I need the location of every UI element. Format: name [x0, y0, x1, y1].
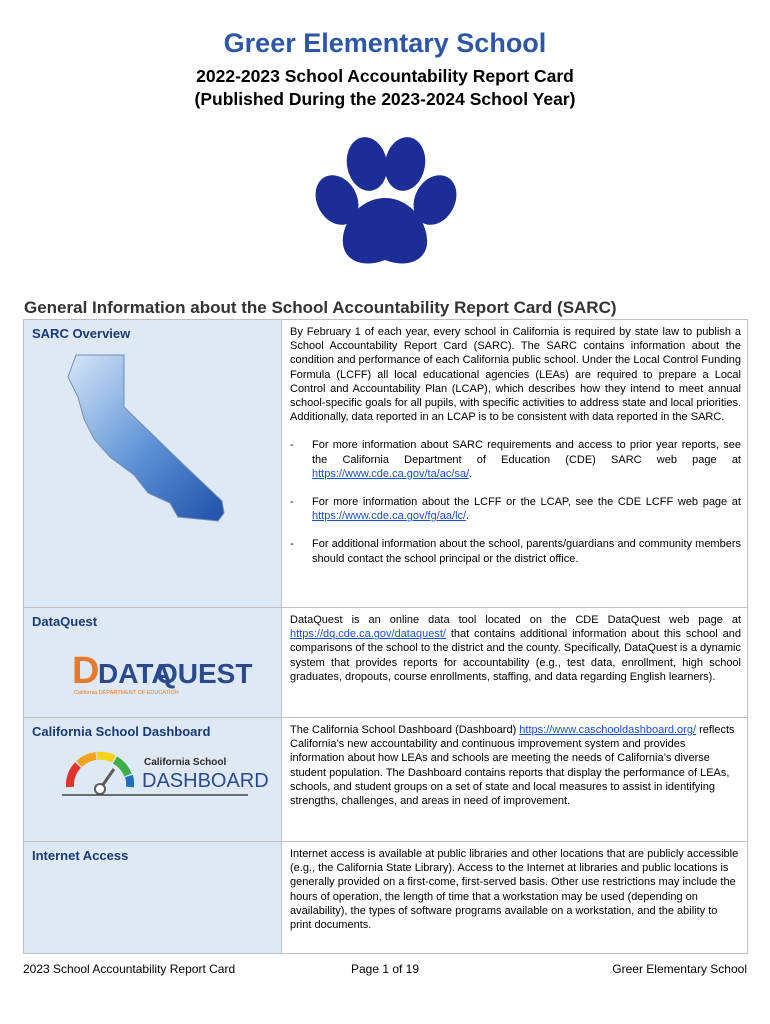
- table-row-dashboard: [24, 718, 748, 842]
- logo-caption: California DEPARTMENT OF EDUCATION: [74, 690, 179, 696]
- published-line: (Published During the 2023-2024 School Year): [194, 89, 576, 109]
- bullet-dash: -: [290, 496, 294, 509]
- table-row-dataquest: [24, 608, 748, 718]
- content-cell: The California School Dashboard (Dashboard) https://www.caschooldashboard.org/ reflects California’s new accountability and continuous improvement system and provides information about how LEAs and schools are meeting the needs of California’s diverse student population. The Dashboard contains reports that display the performance of LEAs, schools, and student groups on a set of state and local measures to assist in identifying strengths, challenges, and areas in need of improvement.: [282, 718, 748, 842]
- footer-left: 2023 School Accountability Report Card: [23, 962, 236, 976]
- page-number: Page 1 of 19: [350, 962, 420, 976]
- lcff-web-link[interactable]: https://www.cde.ca.gov/fg/aa/lc/: [312, 510, 467, 523]
- bullet-text: For more information about SARC requirements and access to prior year reports, see the California Department of Education (CDE) SARC web page at https://www.cde.ca.gov/ta/ac/sa/.: [312, 439, 741, 480]
- content-cell: [282, 842, 748, 954]
- california-map-icon: [46, 353, 234, 523]
- logo-word-quest: QUEST: [156, 658, 253, 689]
- dashboard-logo: [62, 749, 269, 801]
- internet-paragraph: Internet access is available at public libraries and other locations that are publicly accessible (e.g., the California State Library). Access to the Internet at libraries and public locations is generally provided on a first-come, first-served basis. Other use restrictions may include the hours of operation, the length of time that a workstation may be used (depending on availability), the types of software programs available on a workstation, and the ability to print documents.: [290, 848, 739, 932]
- bullet-text: For more information about the LCFF or the LCAP, see the CDE LCFF web page at https://www.cde.ca.gov/fg/aa/lc/.: [312, 496, 741, 523]
- row-label: SARC Overview: [32, 326, 131, 341]
- sarc-paragraph: By February 1 of each year, every school in California is required by state law to publish a School Accountability Report Card (SARC). The SARC contains information about the condition and performance of each California public school. Under the Local Control Funding Formula (LCFF) all local educational agencies (LEAs) are required to prepare a Local Control and Accountability Plan (LCAP), which describes how they intend to meet annual school-specific goals for all pupils, with specific activities to address state and local priorities. Additionally, data reported in an LCAP is to be consistent with data reported in the SARC.: [290, 326, 741, 424]
- sarc-web-link[interactable]: https://www.cde.ca.gov/ta/ac/sa/: [312, 467, 470, 480]
- bullet-dash: -: [290, 439, 294, 452]
- row-label: California School Dashboard: [32, 724, 211, 739]
- bullet-dash: -: [290, 538, 294, 551]
- report-title: 2022-2023 School Accountability Report Card: [196, 66, 574, 86]
- label-cell: [24, 718, 282, 842]
- row-label: Internet Access: [32, 848, 129, 863]
- label-cell: [24, 608, 282, 718]
- logo-letter-d: D: [72, 650, 100, 692]
- content-cell: DataQuest is an online data tool located on the CDE DataQuest web page at https://dq.cde.ca.gov/dataquest/ that contains additional information about this school and comparisons of the school to the district and the county. Specifically, DataQuest is a dynamic system that provides reports for accountability (e.g., test data, enrollment, high school graduates, dropouts, course enrollments, staffing, and data regarding English learners).: [282, 608, 748, 718]
- content-cell: [282, 320, 748, 608]
- table-row-sarc-overview: [24, 320, 748, 608]
- school-title: Greer Elementary School: [223, 28, 547, 58]
- dashboard-link[interactable]: https://www.caschooldashboard.org/: [519, 724, 697, 736]
- dataquest-link[interactable]: https://dq.cde.ca.gov/dataquest/: [290, 628, 446, 641]
- paw-print-icon: [311, 136, 459, 272]
- table-row-internet-access: [24, 842, 748, 954]
- list-item: [290, 438, 741, 481]
- sarc-info-table: [23, 319, 748, 954]
- list-item: [290, 495, 741, 523]
- row-label: DataQuest: [32, 614, 98, 629]
- list-item: [290, 537, 741, 565]
- logo-word-data: DATA: [98, 658, 172, 689]
- section-heading: General Information about the School Accountability Report Card (SARC): [24, 298, 617, 317]
- footer-right: Greer Elementary School: [612, 962, 747, 976]
- label-cell: [24, 842, 282, 954]
- logo-line-2: DASHBOARD: [142, 770, 269, 792]
- dataquest-logo: [72, 647, 253, 697]
- bullet-text: For additional information about the school, parents/guardians and community members should contact the school principal or the district office.: [312, 538, 741, 565]
- logo-line-1: California School: [144, 757, 227, 768]
- label-cell: [24, 320, 282, 608]
